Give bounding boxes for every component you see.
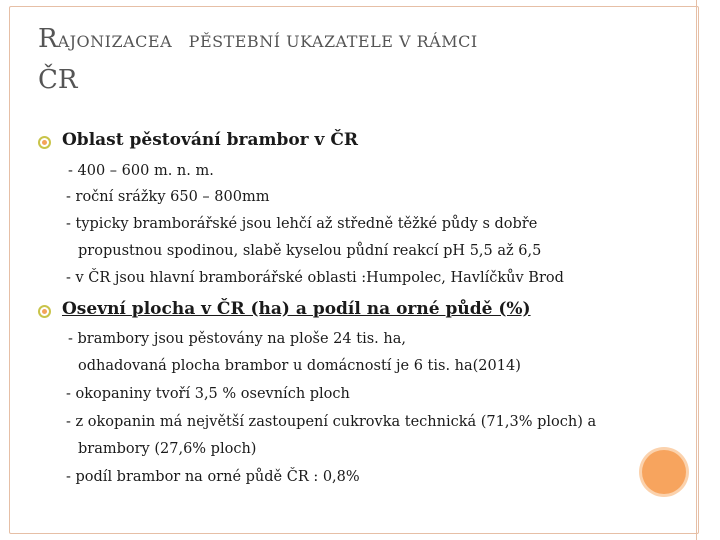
right-divider	[696, 0, 697, 540]
title-line-2: ČR	[38, 65, 78, 95]
section2-line: - z okopanin má největší zastoupení cukrovka technická (71,3% ploch) a	[66, 414, 597, 430]
section2-line: brambory (27,6% ploch)	[78, 441, 257, 457]
section1-line: - 400 – 600 m. n. m.	[68, 163, 214, 179]
decorative-circle-icon	[642, 450, 686, 494]
section2-line: odhadovaná plocha brambor u domácností je 6 tis. ha(2014)	[78, 358, 521, 374]
slide-title	[38, 20, 638, 99]
title-line-1	[38, 20, 638, 61]
title-rest: PĚSTEBNÍ UKAZATELE V RÁMCI	[188, 32, 478, 51]
section2-line: - okopaniny tvoří 3,5 % osevních ploch	[66, 386, 350, 402]
title-word-1: AJONIZACEA	[57, 32, 173, 51]
bullet-icon	[38, 305, 51, 318]
section2-heading: Osevní plocha v ČR (ha) a podíl na orné půdě (%)	[62, 299, 531, 319]
section2-line: - brambory jsou pěstovány na ploše 24 tis. ha,	[68, 331, 406, 347]
title-initial: R	[38, 24, 58, 54]
section1-line: propustnou spodinou, slabě kyselou půdní reakcí pH 5,5 až 6,5	[78, 243, 542, 259]
section1-line: - roční srážky 650 – 800mm	[66, 189, 270, 205]
section2-line: - podíl brambor na orné půdě ČR : 0,8%	[66, 469, 360, 485]
bullet-icon	[38, 136, 51, 149]
section1-line: - v ČR jsou hlavní bramborářské oblasti :Humpolec, Havlíčkův Brod	[66, 270, 564, 286]
section1-line: - typicky bramborářské jsou lehčí až středně těžké půdy s dobře	[66, 216, 538, 232]
section1-heading: Oblast pěstování brambor v ČR	[62, 130, 359, 150]
